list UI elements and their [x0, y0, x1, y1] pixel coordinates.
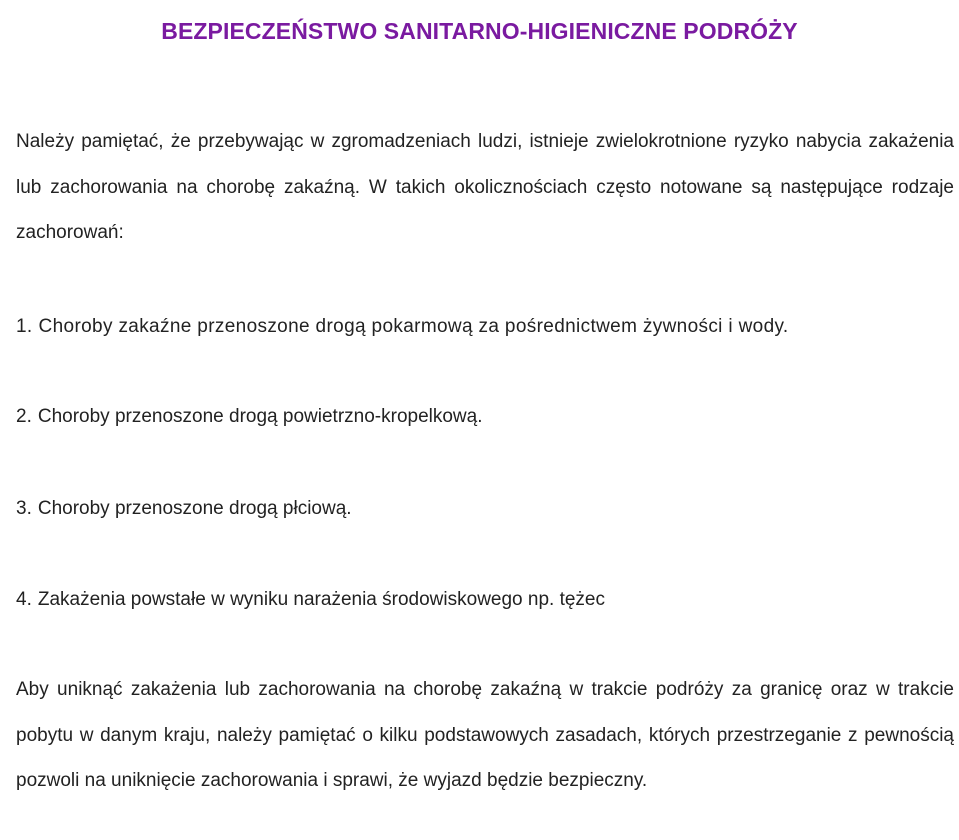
- list-item-text: Choroby przenoszone drogą powietrzno-kropelkową.: [37, 406, 483, 427]
- list-item-number: 4.: [16, 589, 32, 610]
- list-item-number: 1.: [16, 316, 33, 337]
- intro-paragraph: Należy pamiętać, że przebywając w zgromadzeniach ludzi, istnieje zwielokrotnione ryzyko nabycia zakażenia lub zachorowania na chorobę zakaźną. W takich okolicznościach często notowane są następujące rodzaje zachorowań:: [16, 131, 954, 243]
- outro-paragraph: Aby uniknąć zakażenia lub zachorowania na chorobę zakaźną w trakcie podróży za granicę oraz w trakcie pobytu w danym kraju, należy pamiętać o kilku podstawowych zasadach, których przestrzeganie z pewnością pozwoli na uniknięcie zachorowania i sprawi, że wyjazd będzie bezpieczny.: [16, 679, 954, 791]
- list-item-text: Zakażenia powstałe w wyniku narażenia środowiskowego np. tężec: [37, 589, 605, 610]
- list-item: [16, 312, 954, 342]
- list-item-text: Choroby przenoszone drogą płciową.: [37, 498, 352, 519]
- list-item: [16, 585, 954, 615]
- list-item-number: 2.: [16, 406, 32, 427]
- list-item-number: 3.: [16, 498, 32, 519]
- list-item: [16, 494, 954, 524]
- page-title: BEZPIECZEŃSTWO SANITARNO-HIGIENICZNE PODRÓŻY: [161, 18, 798, 44]
- list-item-text: Choroby zakaźne przenoszone drogą pokarmową za pośrednictwem żywności i wody.: [38, 316, 789, 337]
- list-item: [16, 402, 954, 432]
